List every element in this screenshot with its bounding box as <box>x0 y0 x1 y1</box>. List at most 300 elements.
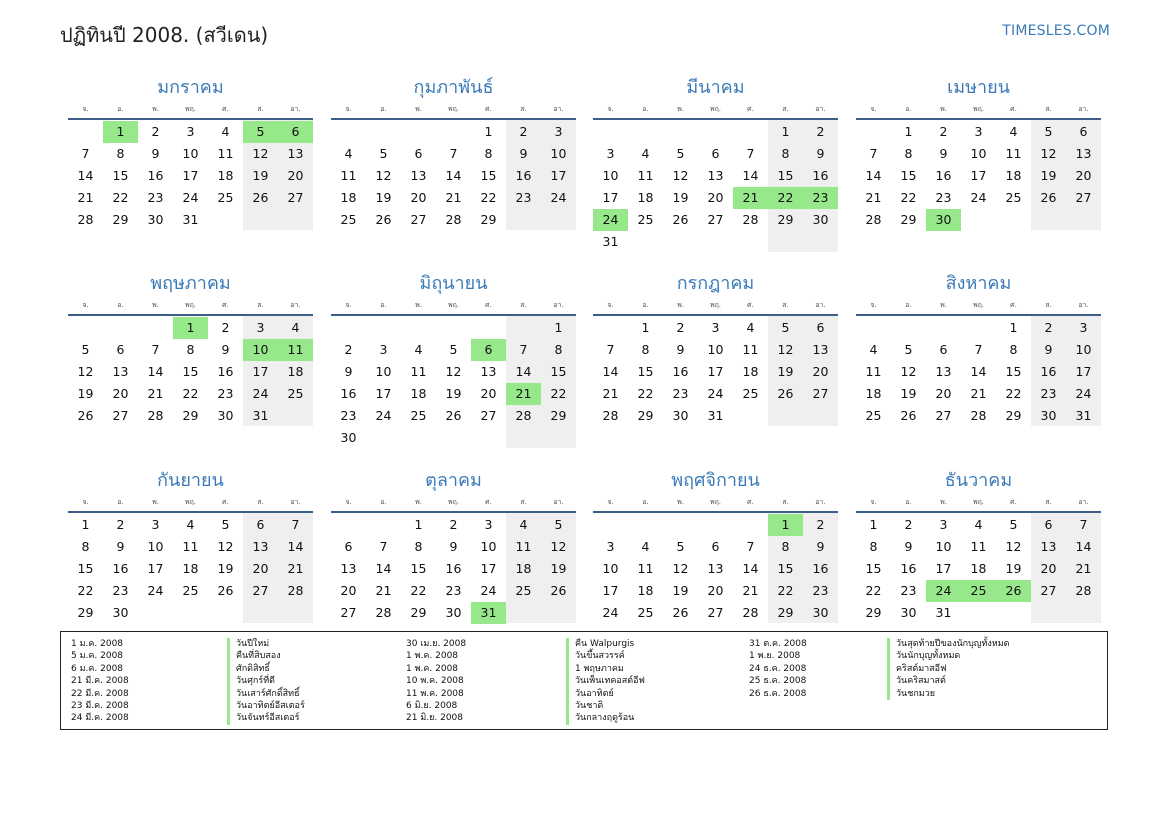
day-cell: 13 <box>707 168 724 183</box>
weekday-label: ส. <box>782 105 789 113</box>
day-cell: 8 <box>81 539 90 554</box>
weekday-label: ส. <box>257 301 264 309</box>
day-cell: 18 <box>637 583 654 598</box>
day-cell: 30 <box>112 605 129 620</box>
day-cell: 19 <box>445 386 462 401</box>
month-5 <box>68 266 313 456</box>
day-cell: 18 <box>742 364 759 379</box>
day-cell: 6 <box>711 146 720 161</box>
day-cell: 6 <box>1044 517 1053 532</box>
day-cell: 16 <box>812 168 829 183</box>
day-cell: 11 <box>217 146 234 161</box>
day-cell: 10 <box>602 168 619 183</box>
legend-names-column <box>887 638 1010 700</box>
legend-holiday-name: วันอาทิตย์อีสเตอร์ <box>227 700 305 712</box>
day-cell: 17 <box>935 561 952 576</box>
day-cell: 8 <box>186 342 195 357</box>
day-cell: 14 <box>147 364 164 379</box>
weekday-label: ศ. <box>1010 301 1017 309</box>
day-cell: 15 <box>550 364 567 379</box>
weekday-label: พ. <box>940 498 947 506</box>
weekday-label: อา. <box>290 301 301 309</box>
weekday-label: ส. <box>257 498 264 506</box>
day-cell: 17 <box>375 386 392 401</box>
holiday-legend <box>60 631 1108 730</box>
day-cell: 21 <box>375 583 392 598</box>
month-1 <box>68 70 313 260</box>
weekday-label: พฤ. <box>709 301 722 309</box>
legend-date: 6 มิ.ย. 2008 <box>406 700 458 711</box>
day-cell: 28 <box>970 408 987 423</box>
day-cell: 12 <box>777 342 794 357</box>
legend-holiday-name: วันสุดท้ายปีของนักบุญทั้งหมด <box>887 638 1010 650</box>
day-cell: 30 <box>1040 408 1057 423</box>
weekday-label: ส. <box>257 105 264 113</box>
day-cell: 15 <box>865 561 882 576</box>
day-cell: 29 <box>637 408 654 423</box>
day-cell: 4 <box>974 517 983 532</box>
day-cell: 7 <box>746 146 755 161</box>
weekday-label: ศ. <box>222 105 229 113</box>
day-cell: 3 <box>484 517 493 532</box>
day-cell: 5 <box>81 342 90 357</box>
day-cell: 9 <box>904 539 913 554</box>
weekday-label: ศ. <box>1010 498 1017 506</box>
day-cell: 12 <box>252 146 269 161</box>
day-cell: 29 <box>777 605 794 620</box>
day-cell: 13 <box>935 364 952 379</box>
weekday-label: พ. <box>152 301 159 309</box>
day-cell: 25 <box>742 386 759 401</box>
day-cell: 23 <box>112 583 129 598</box>
day-cell: 21 <box>445 190 462 205</box>
month-4 <box>856 70 1101 260</box>
day-cell: 9 <box>221 342 230 357</box>
day-cell: 9 <box>816 539 825 554</box>
day-cell: 18 <box>340 190 357 205</box>
day-cell: 25 <box>410 408 427 423</box>
month-name: กุมภาพันธ์ <box>413 77 494 98</box>
day-cell: 22 <box>637 386 654 401</box>
weekday-label: ศ. <box>747 301 754 309</box>
day-cell: 31 <box>602 234 619 249</box>
day-cell: 16 <box>1040 364 1057 379</box>
weekday-label: พฤ. <box>447 498 460 506</box>
legend-date: 26 ธ.ค. 2008 <box>749 688 807 699</box>
day-cell: 18 <box>217 168 234 183</box>
day-cell: 1 <box>554 320 563 335</box>
day-cell: 18 <box>182 561 199 576</box>
day-cell: 21 <box>602 386 619 401</box>
day-cell: 12 <box>900 364 917 379</box>
day-cell: 29 <box>182 408 199 423</box>
day-cell: 22 <box>1005 386 1022 401</box>
day-cell: 4 <box>1009 124 1018 139</box>
day-cell: 20 <box>480 386 497 401</box>
weekday-label: อ. <box>905 105 912 113</box>
legend-date: 5 ม.ค. 2008 <box>71 651 124 662</box>
day-cell: 25 <box>182 583 199 598</box>
month-name: กรกฎาคม <box>676 273 755 294</box>
weekday-label: พ. <box>677 105 684 113</box>
day-cell: 30 <box>445 605 462 620</box>
day-cell: 5 <box>379 146 388 161</box>
day-cell: 11 <box>865 364 882 379</box>
day-cell: 5 <box>781 320 790 335</box>
day-cell: 31 <box>182 212 199 227</box>
weekday-label: อ. <box>117 498 124 506</box>
weekday-label: อ. <box>905 301 912 309</box>
day-cell: 15 <box>480 168 497 183</box>
day-cell: 11 <box>970 539 987 554</box>
month-name: ตุลาคม <box>425 470 482 491</box>
day-cell: 26 <box>445 408 462 423</box>
weekday-label: อา. <box>553 105 564 113</box>
day-cell: 17 <box>602 190 619 205</box>
day-cell: 19 <box>672 583 689 598</box>
day-cell: 21 <box>147 386 164 401</box>
day-cell: 19 <box>1040 168 1057 183</box>
day-cell: 27 <box>252 583 269 598</box>
day-cell: 26 <box>777 386 794 401</box>
day-cell: 2 <box>151 124 160 139</box>
day-cell: 30 <box>340 430 357 445</box>
day-cell: 20 <box>1075 168 1092 183</box>
month-name: เมษายน <box>947 77 1010 98</box>
day-cell: 13 <box>1040 539 1057 554</box>
day-cell: 29 <box>900 212 917 227</box>
day-cell: 17 <box>147 561 164 576</box>
day-cell: 26 <box>672 212 689 227</box>
day-cell: 8 <box>781 539 790 554</box>
day-cell: 30 <box>217 408 234 423</box>
day-cell: 14 <box>742 561 759 576</box>
page-title: ปฏิทินปี 2008. (สวีเดน) <box>60 23 269 47</box>
weekday-label: จ. <box>345 498 352 506</box>
day-cell: 24 <box>375 408 392 423</box>
month-name: มิถุนายน <box>419 273 488 294</box>
day-cell: 6 <box>816 320 825 335</box>
day-cell: 1 <box>1009 320 1018 335</box>
day-cell: 29 <box>777 212 794 227</box>
day-cell: 12 <box>550 539 567 554</box>
day-cell: 7 <box>291 517 300 532</box>
day-cell: 27 <box>935 408 952 423</box>
day-cell: 28 <box>445 212 462 227</box>
day-cell: 12 <box>672 561 689 576</box>
day-cell: 21 <box>970 386 987 401</box>
day-cell: 18 <box>287 364 304 379</box>
day-cell: 15 <box>777 561 794 576</box>
day-cell: 17 <box>550 168 567 183</box>
weekday-label: จ. <box>82 301 89 309</box>
day-cell: 15 <box>410 561 427 576</box>
day-cell: 12 <box>1005 539 1022 554</box>
day-cell: 1 <box>641 320 650 335</box>
day-cell: 15 <box>182 364 199 379</box>
legend-dates-column <box>406 638 466 725</box>
day-cell: 7 <box>519 342 528 357</box>
day-cell: 16 <box>217 364 234 379</box>
day-cell: 25 <box>637 605 654 620</box>
weekday-label: จ. <box>345 105 352 113</box>
day-cell: 19 <box>77 386 94 401</box>
day-cell: 18 <box>410 386 427 401</box>
day-cell: 12 <box>445 364 462 379</box>
weekday-label: จ. <box>607 105 614 113</box>
day-cell: 7 <box>379 539 388 554</box>
weekday-label: จ. <box>870 498 877 506</box>
legend-holiday-name: คืนที่สิบสอง <box>227 650 305 662</box>
weekday-label: จ. <box>82 498 89 506</box>
day-cell: 4 <box>746 320 755 335</box>
day-cell: 26 <box>77 408 94 423</box>
day-cell: 24 <box>147 583 164 598</box>
day-cell: 2 <box>344 342 353 357</box>
weekday-label: พฤ. <box>972 498 985 506</box>
day-cell: 15 <box>112 168 129 183</box>
weekday-label: จ. <box>345 301 352 309</box>
day-cell: 4 <box>291 320 300 335</box>
day-cell: 9 <box>116 539 125 554</box>
day-cell: 27 <box>707 605 724 620</box>
day-cell: 13 <box>112 364 129 379</box>
weekday-label: พฤ. <box>184 105 197 113</box>
holiday-day-cell: 10 <box>243 339 278 361</box>
legend-holiday-name: วันชาติ <box>566 700 645 712</box>
day-cell: 28 <box>77 212 94 227</box>
weekday-label: พ. <box>415 301 422 309</box>
day-cell: 15 <box>777 168 794 183</box>
day-cell: 10 <box>707 342 724 357</box>
day-cell: 7 <box>151 342 160 357</box>
legend-date: 22 มี.ค. 2008 <box>71 688 129 699</box>
legend-date: 1 พ.ค. 2008 <box>406 651 459 662</box>
legend-date: 21 มี.ค. 2008 <box>71 676 129 687</box>
day-cell: 22 <box>77 583 94 598</box>
day-cell: 23 <box>147 190 164 205</box>
month-11 <box>593 463 838 653</box>
day-cell: 13 <box>252 539 269 554</box>
weekday-label: ส. <box>520 105 527 113</box>
holiday-day-cell: 11 <box>278 339 313 361</box>
weekday-label: ศ. <box>747 498 754 506</box>
day-cell: 24 <box>602 605 619 620</box>
day-cell: 25 <box>217 190 234 205</box>
weekday-label: อา. <box>553 498 564 506</box>
day-cell: 11 <box>182 539 199 554</box>
legend-date: 10 พ.ค. 2008 <box>406 676 464 687</box>
month-2 <box>331 70 576 260</box>
day-cell: 20 <box>252 561 269 576</box>
weekday-label: พ. <box>940 301 947 309</box>
day-cell: 28 <box>147 408 164 423</box>
weekday-label: อ. <box>380 105 387 113</box>
legend-date: 31 ต.ค. 2008 <box>749 639 807 649</box>
day-cell: 4 <box>869 342 878 357</box>
day-cell: 16 <box>935 168 952 183</box>
day-cell: 26 <box>550 583 567 598</box>
day-cell: 27 <box>112 408 129 423</box>
weekday-label: ศ. <box>747 105 754 113</box>
day-cell: 16 <box>445 561 462 576</box>
day-cell: 10 <box>480 539 497 554</box>
day-cell: 1 <box>81 517 90 532</box>
legend-holiday-name: วันขึ้นสวรรค์ <box>566 650 645 662</box>
day-cell: 25 <box>515 583 532 598</box>
holiday-day-cell: 1 <box>173 317 208 339</box>
day-cell: 26 <box>1040 190 1057 205</box>
month-6 <box>331 266 576 456</box>
weekday-label: พฤ. <box>184 498 197 506</box>
month-10 <box>331 463 576 653</box>
day-cell: 18 <box>865 386 882 401</box>
holiday-day-cell: 22 <box>768 187 803 209</box>
day-cell: 19 <box>375 190 392 205</box>
day-cell: 29 <box>77 605 94 620</box>
day-cell: 8 <box>869 539 878 554</box>
day-cell: 2 <box>904 517 913 532</box>
weekday-label: จ. <box>607 301 614 309</box>
day-cell: 21 <box>742 583 759 598</box>
day-cell: 19 <box>900 386 917 401</box>
day-cell: 12 <box>375 168 392 183</box>
day-cell: 14 <box>77 168 94 183</box>
legend-names-column <box>227 638 305 725</box>
day-cell: 5 <box>449 342 458 357</box>
day-cell: 26 <box>252 190 269 205</box>
day-cell: 6 <box>1079 124 1088 139</box>
brand-link[interactable]: TIMESLES.COM <box>1002 23 1110 39</box>
day-cell: 1 <box>781 124 790 139</box>
day-cell: 16 <box>340 386 357 401</box>
day-cell: 4 <box>641 146 650 161</box>
day-cell: 9 <box>519 146 528 161</box>
day-cell: 10 <box>970 146 987 161</box>
day-cell: 6 <box>116 342 125 357</box>
day-cell: 31 <box>252 408 269 423</box>
day-cell: 8 <box>554 342 563 357</box>
day-cell: 3 <box>939 517 948 532</box>
day-cell: 19 <box>217 561 234 576</box>
day-cell: 7 <box>1079 517 1088 532</box>
weekday-label: อา. <box>815 105 826 113</box>
day-cell: 12 <box>1040 146 1057 161</box>
day-cell: 11 <box>515 539 532 554</box>
day-cell: 1 <box>869 517 878 532</box>
holiday-day-cell: 26 <box>996 580 1031 602</box>
day-cell: 14 <box>515 364 532 379</box>
day-cell: 23 <box>672 386 689 401</box>
weekday-label: อา. <box>290 105 301 113</box>
day-cell: 20 <box>410 190 427 205</box>
day-cell: 28 <box>602 408 619 423</box>
weekday-label: อา. <box>553 301 564 309</box>
day-cell: 2 <box>449 517 458 532</box>
day-cell: 21 <box>865 190 882 205</box>
legend-date: 21 มิ.ย. 2008 <box>406 713 464 724</box>
month-3 <box>593 70 838 260</box>
day-cell: 29 <box>1005 408 1022 423</box>
day-cell: 14 <box>602 364 619 379</box>
day-cell: 13 <box>707 561 724 576</box>
weekday-label: พ. <box>677 301 684 309</box>
day-cell: 7 <box>606 342 615 357</box>
day-cell: 7 <box>869 146 878 161</box>
day-cell: 28 <box>287 583 304 598</box>
day-cell: 23 <box>935 190 952 205</box>
day-cell: 22 <box>112 190 129 205</box>
day-cell: 27 <box>812 386 829 401</box>
day-cell: 24 <box>970 190 987 205</box>
holiday-day-cell: 21 <box>733 187 768 209</box>
day-cell: 3 <box>974 124 983 139</box>
weekday-label: พฤ. <box>709 498 722 506</box>
weekday-label: ศ. <box>485 301 492 309</box>
day-cell: 16 <box>900 561 917 576</box>
weekday-label: พฤ. <box>972 105 985 113</box>
day-cell: 7 <box>974 342 983 357</box>
month-12 <box>856 463 1101 653</box>
day-cell: 9 <box>676 342 685 357</box>
day-cell: 24 <box>480 583 497 598</box>
day-cell: 23 <box>217 386 234 401</box>
day-cell: 15 <box>637 364 654 379</box>
day-cell: 13 <box>480 364 497 379</box>
day-cell: 23 <box>1040 386 1057 401</box>
day-cell: 12 <box>217 539 234 554</box>
day-cell: 7 <box>81 146 90 161</box>
weekday-label: อ. <box>642 498 649 506</box>
day-cell: 11 <box>410 364 427 379</box>
day-cell: 18 <box>515 561 532 576</box>
day-cell: 23 <box>515 190 532 205</box>
day-cell: 20 <box>707 190 724 205</box>
day-cell: 25 <box>637 212 654 227</box>
weekday-label: อ. <box>642 105 649 113</box>
day-cell: 2 <box>221 320 230 335</box>
day-cell: 6 <box>939 342 948 357</box>
weekday-label: อา. <box>290 498 301 506</box>
weekday-label: อ. <box>117 301 124 309</box>
weekday-label: พ. <box>415 105 422 113</box>
day-cell: 12 <box>77 364 94 379</box>
holiday-day-cell: 21 <box>506 383 541 405</box>
day-cell: 23 <box>445 583 462 598</box>
day-cell: 20 <box>1040 561 1057 576</box>
weekday-label: ส. <box>782 498 789 506</box>
day-cell: 27 <box>1075 190 1092 205</box>
day-cell: 22 <box>550 386 567 401</box>
legend-holiday-name: วันจันทร์อีสเตอร์ <box>227 712 305 724</box>
day-cell: 1 <box>414 517 423 532</box>
holiday-day-cell: 24 <box>926 580 961 602</box>
weekday-label: อ. <box>380 498 387 506</box>
day-cell: 20 <box>707 583 724 598</box>
month-7 <box>593 266 838 456</box>
month-name: มกราคม <box>157 77 224 98</box>
day-cell: 15 <box>900 168 917 183</box>
day-cell: 20 <box>812 364 829 379</box>
holiday-day-cell: 6 <box>471 339 506 361</box>
day-cell: 21 <box>77 190 94 205</box>
legend-holiday-name: คริสต์มาสอีฟ <box>887 663 1010 675</box>
day-cell: 13 <box>812 342 829 357</box>
day-cell: 22 <box>182 386 199 401</box>
day-cell: 14 <box>865 168 882 183</box>
day-cell: 14 <box>970 364 987 379</box>
legend-holiday-name: วันเสาร์ศักดิ์สิทธิ์ <box>227 688 305 700</box>
